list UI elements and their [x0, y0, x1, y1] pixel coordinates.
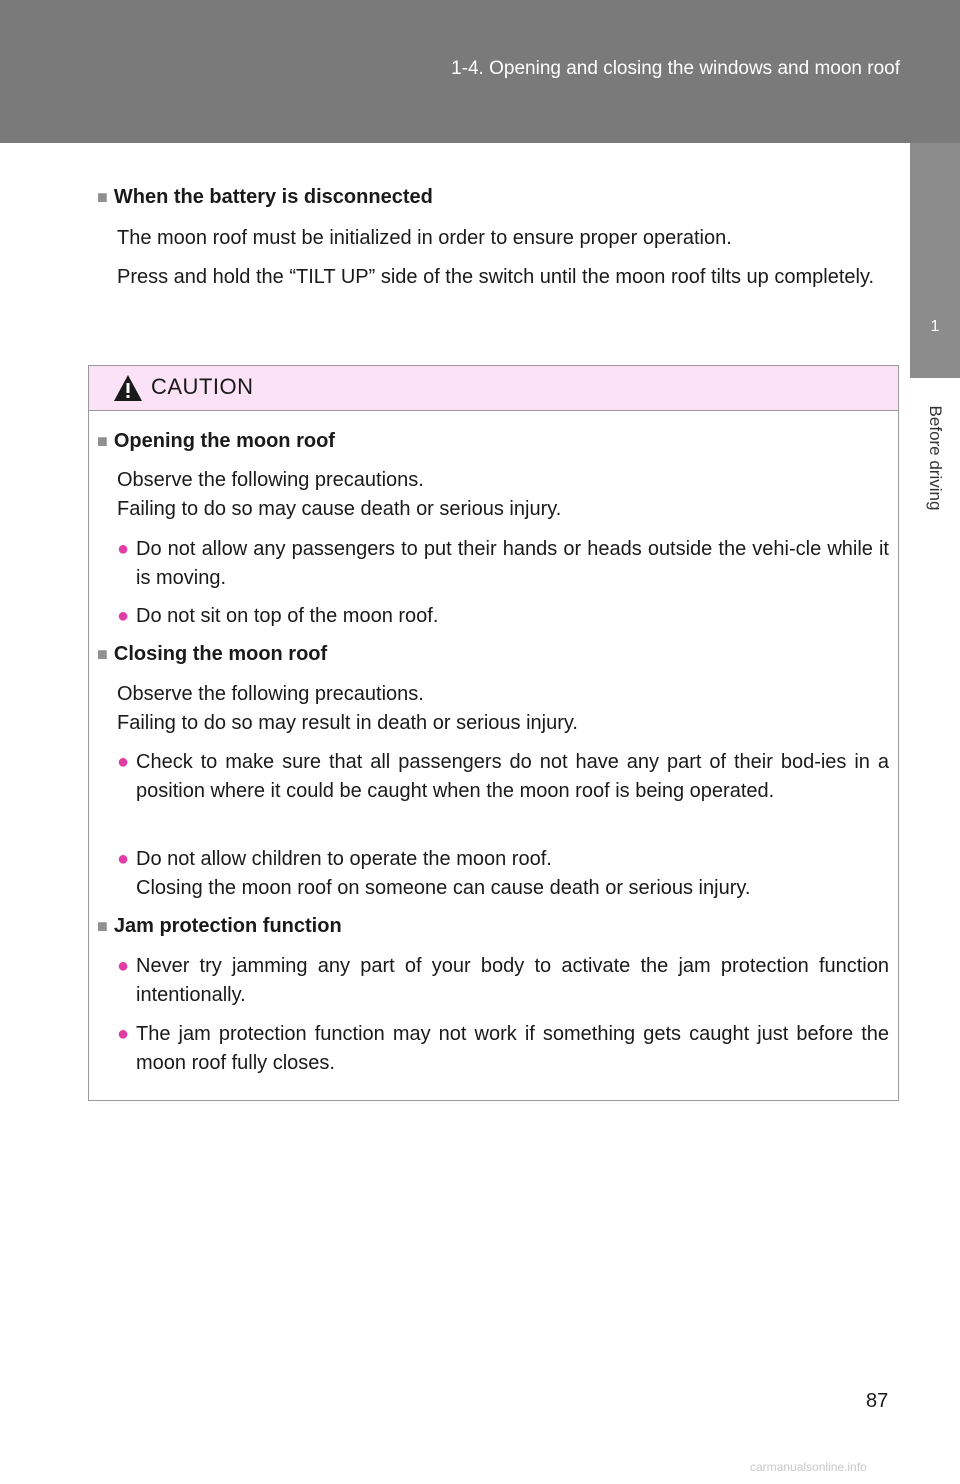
- closing-intro-2: Failing to do so may result in death or serious injury.: [117, 712, 578, 734]
- chapter-number: 1: [930, 318, 940, 335]
- page-number: 87: [866, 1390, 889, 1412]
- chapter-tab: [910, 143, 960, 378]
- closing-heading: ■ Closing the moon roof: [97, 643, 328, 665]
- battery-heading: ■ When the battery is disconnected: [97, 186, 433, 208]
- chapter-label: Before driving: [926, 405, 945, 511]
- bullet-icon: ●: [117, 1023, 130, 1045]
- section-title: 1-4. Opening and closing the windows and moon roof: [451, 58, 900, 79]
- warning-icon: [113, 374, 143, 402]
- watermark: carmanualsonline.info: [750, 1460, 867, 1474]
- bullet-icon: ●: [117, 848, 130, 870]
- bullet-icon: ●: [117, 605, 130, 627]
- opening-heading: ■ Opening the moon roof: [97, 430, 335, 452]
- battery-text-2: Press and hold the “TILT UP” side of the switch until the moon roof tilts up completely.: [117, 266, 875, 288]
- opening-intro-1: Observe the following precautions.: [117, 469, 424, 491]
- square-bullet-icon: ■: [97, 644, 108, 664]
- square-bullet-icon: ■: [97, 916, 108, 936]
- bullet-icon: ●: [117, 538, 130, 560]
- bullet-icon: ●: [117, 751, 130, 773]
- battery-text-1: The moon roof must be initialized in order to ensure proper operation.: [117, 227, 732, 249]
- closing-intro-1: Observe the following precautions.: [117, 683, 424, 705]
- page-header: [0, 0, 960, 143]
- bullet-icon: ●: [117, 955, 130, 977]
- square-bullet-icon: ■: [97, 431, 108, 451]
- jam-heading: ■ Jam protection function: [97, 915, 342, 937]
- caution-label: CAUTION: [151, 374, 254, 399]
- opening-intro-2: Failing to do so may cause death or serious injury.: [117, 498, 562, 520]
- square-bullet-icon: ■: [97, 187, 108, 207]
